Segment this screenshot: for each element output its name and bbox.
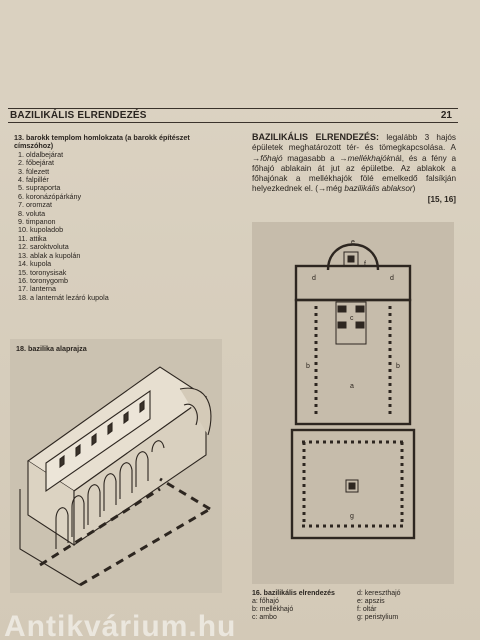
cross-reference[interactable]: mellékhajók (347, 153, 391, 163)
figure18-title: 18. bazilika alaprajza (16, 344, 87, 353)
plan-label: d (390, 275, 394, 282)
legend-item: 6. koronázópárkány (18, 191, 82, 201)
legend-item: 16. toronygomb (18, 275, 68, 285)
cross-reference[interactable]: bazilikális ablaksor (344, 184, 413, 194)
basilica-floor-plan (252, 222, 454, 584)
caption-item: d: kereszthajó (357, 590, 401, 597)
figure16-panel (252, 222, 454, 584)
watermark (0, 606, 480, 640)
legend-item: 17. lanterna (18, 284, 56, 294)
plan-label: e (351, 239, 355, 246)
running-head: BAZILIKÁLIS ELRENDEZÉS (10, 110, 147, 121)
figure18-panel (10, 339, 222, 593)
legend-item: 8. voluta (18, 208, 46, 218)
figure-references: [15, 16] (427, 194, 456, 204)
legend-item: 3. fülezett (18, 166, 50, 176)
caption-item: b: mellékhajó (252, 606, 294, 613)
plan-label: d (312, 275, 316, 282)
watermark-text: Antikvárium.hu (4, 610, 237, 640)
legend-item: 1. oldalbejárat (18, 149, 64, 159)
legend-item: 10. kupoladob (18, 225, 64, 235)
plan-label: c (350, 315, 354, 322)
plan-label: g (350, 513, 354, 520)
entry-text-part: magasabb a → (282, 153, 348, 163)
caption-item: a: főhajó (252, 598, 279, 605)
plan-label: a (350, 383, 354, 390)
legend-item: 11. attika (18, 233, 47, 243)
legend-item: 9. timpanon (18, 217, 56, 227)
entry-text-part: ) (412, 184, 416, 194)
caption-item: g: peristylium (357, 614, 399, 621)
legend-item: 18. a lanternát lezáró kupola (18, 292, 109, 302)
header-rule-bottom (8, 122, 458, 123)
caption-item: c: ambo (252, 614, 277, 621)
entry-text (252, 132, 456, 205)
legend-item: 13. ablak a kupolán (18, 250, 81, 260)
plan-label: b (306, 363, 310, 370)
figure16-title: 16. bazilikális elrendezés (252, 590, 335, 597)
cross-reference[interactable]: főhajó (260, 153, 283, 163)
legend-item: 15. toronysisak (18, 267, 67, 277)
entry-text-part: nál, és a fény a főhajó ablakain át jut az épületbe. Az ablakok a főhajónak a mellékhajók fölé emelkedő falsíkján helyezkednek el. (→még (252, 153, 456, 194)
entry-text-part: legalább 3 hajós épületek meghatározott tér- és tömegkapcsolása. A → (252, 133, 456, 163)
caption-item: e: apszis (357, 598, 385, 605)
legend-item: 2. főbejárat (18, 158, 54, 168)
legend-item: 7. oromzat (18, 200, 52, 210)
plan-label: f (364, 261, 366, 268)
legend-item: 4. falpillér (18, 175, 49, 185)
legend-item: 14. kupola (18, 259, 52, 269)
legend-item: 5. supraporta (18, 183, 61, 193)
caption-item: f: oltár (357, 606, 377, 613)
header-rule-top (8, 108, 458, 109)
figure13-title: 13. barokk templom homlokzata (a barokk építészet címszóhoz) (14, 133, 190, 151)
legend-item: 12. saroktvoluta (18, 242, 69, 252)
basilica-isometric-drawing (10, 339, 222, 593)
blank-top-margin (0, 0, 480, 100)
entry-headword: BAZILIKÁLIS ELRENDEZÉS: (252, 132, 380, 142)
figure13-legend (14, 134, 224, 302)
plan-label: b (396, 363, 400, 370)
page-number: 21 (440, 110, 452, 121)
